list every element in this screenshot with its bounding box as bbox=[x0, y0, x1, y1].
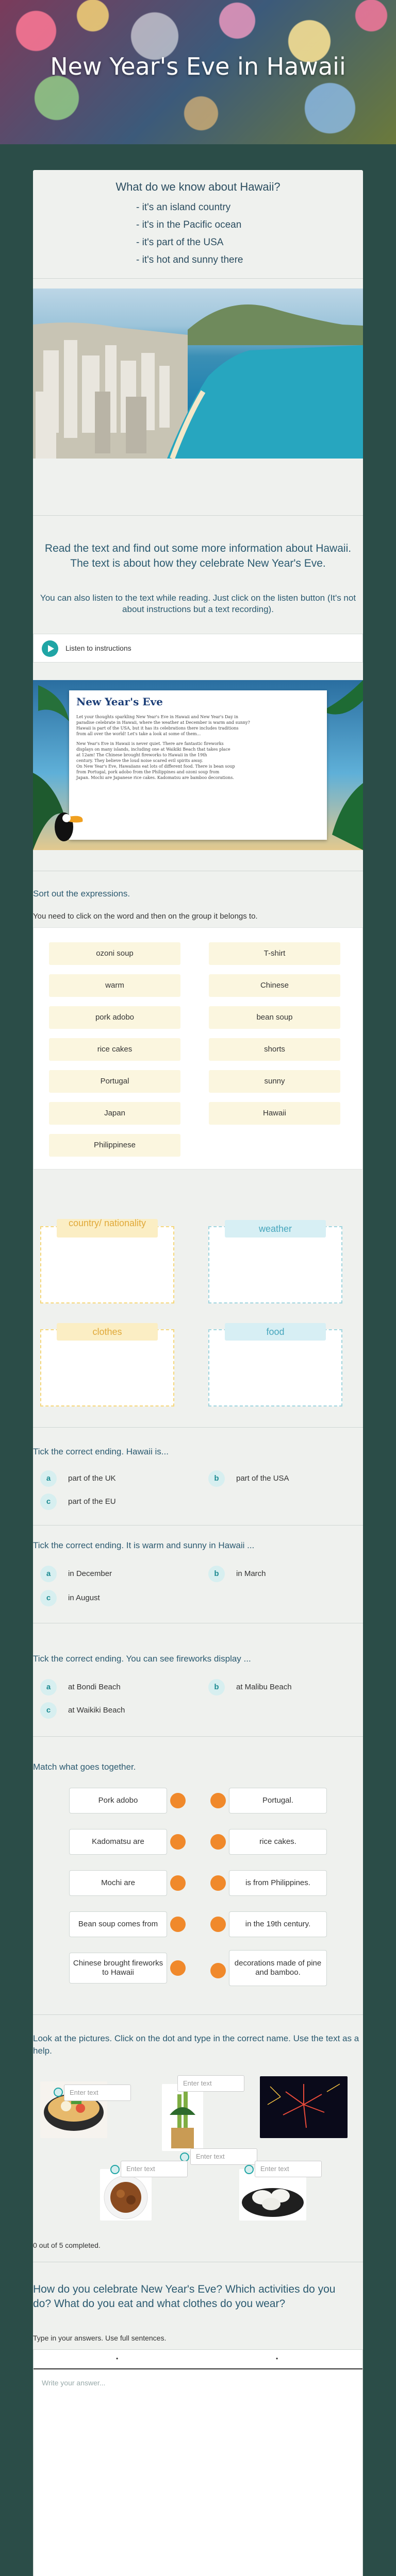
match-right[interactable]: Portugal. bbox=[229, 1788, 327, 1814]
option-text: part of the UK bbox=[68, 1474, 116, 1483]
story-line: at 12am! The Chinese brought fireworks to Hawaii in the 19th bbox=[76, 753, 207, 757]
fact-item: - it's an island country bbox=[136, 202, 231, 213]
textarea-placeholder: Write your answer... bbox=[42, 2379, 106, 2387]
option-text: part of the EU bbox=[68, 1497, 116, 1506]
match-right[interactable]: rice cakes. bbox=[229, 1829, 327, 1855]
match-left[interactable]: Mochi are bbox=[69, 1870, 167, 1896]
story-line: Let your thoughts sparkling New Year's Eve in Hawaii and New Year's Day in bbox=[76, 715, 238, 719]
match-dot[interactable] bbox=[170, 1793, 186, 1808]
final-hint: Type in your answers. Use full sentences. bbox=[33, 2334, 167, 2342]
match-dot[interactable] bbox=[170, 1834, 186, 1850]
reading-instruction: Read the text and find out some more information about Hawaii. The text is about how they celebrate New Year's Eve. bbox=[44, 543, 352, 569]
option-letter: a bbox=[40, 1470, 57, 1487]
group-country[interactable] bbox=[40, 1218, 174, 1303]
sort-chip[interactable]: Portugal bbox=[49, 1070, 180, 1093]
option-letter: a bbox=[40, 1679, 57, 1696]
fact-item: - it's hot and sunny there bbox=[136, 255, 243, 265]
q3-title: Tick the correct ending. You can see fireworks display ... bbox=[33, 1654, 251, 1664]
option-text: in March bbox=[236, 1569, 266, 1578]
header-banner bbox=[0, 0, 396, 144]
match-dot[interactable] bbox=[170, 1960, 186, 1976]
toucan-icon bbox=[48, 799, 85, 845]
divider bbox=[33, 515, 363, 516]
editor-toolbar bbox=[34, 2350, 362, 2369]
option-letter: b bbox=[208, 1566, 225, 1582]
play-icon[interactable] bbox=[42, 640, 58, 657]
intro-question: What do we know about Hawaii? bbox=[116, 180, 280, 193]
group-label: country/ nationality bbox=[57, 1219, 158, 1238]
story-page bbox=[69, 690, 327, 840]
match-dot[interactable] bbox=[170, 1875, 186, 1891]
divider bbox=[33, 1427, 363, 1428]
sort-chip[interactable]: Hawaii bbox=[209, 1102, 340, 1125]
sort-chip[interactable]: Chinese bbox=[209, 974, 340, 997]
group-clothes[interactable] bbox=[40, 1329, 174, 1406]
story-line: from all over the world! Let's take a look at some of them... bbox=[76, 732, 201, 736]
match-dot[interactable] bbox=[210, 1875, 226, 1891]
sort-chip[interactable]: Philippinese bbox=[49, 1134, 180, 1157]
option-text: part of the USA bbox=[236, 1474, 289, 1483]
story-line: paradise celebrate in Hawaii, where the weather at December is warm and sunny? bbox=[76, 720, 250, 725]
match-dot[interactable] bbox=[210, 1834, 226, 1850]
sort-chip[interactable]: T-shirt bbox=[209, 942, 340, 965]
answer-input[interactable]: Enter text bbox=[255, 2161, 322, 2177]
listen-hint: You can also listen to the text while reading. Just click on the listen button (It's not about instructions but a text recording). bbox=[40, 593, 356, 614]
option-text: in December bbox=[68, 1569, 112, 1578]
group-label: weather bbox=[225, 1220, 326, 1238]
match-right[interactable]: decorations made of pine and bamboo. bbox=[229, 1950, 327, 1986]
answer-input[interactable]: Enter text bbox=[190, 2148, 257, 2165]
option-letter: a bbox=[40, 1566, 57, 1582]
audio-label: Listen to instructions bbox=[65, 644, 131, 652]
page-title: New Year's Eve in Hawaii bbox=[50, 53, 346, 80]
sort-title: Sort out the expressions. bbox=[33, 889, 130, 899]
fact-item: - it's in the Pacific ocean bbox=[136, 219, 242, 230]
story-line: On New Year's Eve, Hawaiians eat lots of different food. There is bean soup bbox=[76, 764, 235, 769]
sort-items-box bbox=[33, 927, 363, 1170]
match-title: Match what goes together. bbox=[33, 1762, 136, 1772]
story-line: New Year's Eve in Hawaii is never quiet. There are fantastic fireworks bbox=[76, 741, 224, 746]
worksheet-card bbox=[33, 170, 363, 2576]
match-right[interactable]: in the 19th century. bbox=[229, 1911, 327, 1937]
score-text: 0 out of 5 completed. bbox=[33, 2241, 101, 2249]
kadomatsu-image bbox=[162, 2084, 203, 2151]
q1-title: Tick the correct ending. Hawaii is... bbox=[33, 1447, 169, 1456]
answer-input[interactable]: Enter text bbox=[64, 2084, 131, 2101]
answer-input[interactable]: Enter text bbox=[121, 2161, 188, 2177]
story-line: century. They believe the loud noise scared evil spirits away. bbox=[76, 758, 203, 763]
option-letter: b bbox=[208, 1679, 225, 1696]
match-right[interactable]: is from Philippines. bbox=[229, 1870, 327, 1896]
pictures-title: Look at the pictures. Click on the dot and type in the correct name. Use the text as a help. bbox=[33, 2033, 359, 2056]
final-question: How do you celebrate New Year's Eve? Which activities do you do? What do you eat and what clothes do you wear? bbox=[33, 2283, 336, 2310]
option-text: in August bbox=[68, 1594, 100, 1602]
sort-chip[interactable]: shorts bbox=[209, 1038, 340, 1061]
audio-player[interactable] bbox=[33, 634, 363, 663]
story-line: from Portugal, pork adobo from the Philippines and ozoni soup from bbox=[76, 770, 220, 774]
option-text: at Malibu Beach bbox=[236, 1683, 292, 1691]
group-weather[interactable] bbox=[208, 1226, 342, 1303]
honolulu-photo bbox=[33, 289, 363, 459]
option-text: at Bondi Beach bbox=[68, 1683, 121, 1691]
match-dot[interactable] bbox=[170, 1917, 186, 1932]
answer-input[interactable]: Enter text bbox=[177, 2075, 244, 2092]
fact-item: - it's part of the USA bbox=[136, 237, 224, 248]
group-food[interactable] bbox=[208, 1329, 342, 1406]
input-dot[interactable] bbox=[244, 2165, 254, 2174]
input-dot[interactable] bbox=[110, 2165, 120, 2174]
divider bbox=[33, 2014, 363, 2015]
divider bbox=[33, 1736, 363, 1737]
sort-chip[interactable]: bean soup bbox=[209, 1006, 340, 1029]
sort-chip[interactable]: rice cakes bbox=[49, 1038, 180, 1061]
match-dot[interactable] bbox=[210, 1793, 226, 1808]
fireworks-image bbox=[260, 2076, 348, 2138]
story-line: Hawaii is part of the USA, but it has its celebrations there includes traditions bbox=[76, 726, 239, 731]
option-letter: c bbox=[40, 1590, 57, 1606]
facts-list bbox=[136, 199, 342, 269]
sort-chip[interactable]: ozoni soup bbox=[49, 942, 180, 965]
toolbar-bullet-icon[interactable]: • bbox=[116, 2355, 119, 2362]
answer-textarea[interactable] bbox=[33, 2349, 363, 2576]
sort-chip[interactable]: pork adobo bbox=[49, 1006, 180, 1029]
q2-title: Tick the correct ending. It is warm and sunny in Hawaii ... bbox=[33, 1540, 255, 1550]
story-line: Japan. Mochi are Japanese rice cakes. Kadomatsu are bamboo decorations. bbox=[76, 775, 234, 780]
sort-chip[interactable]: Japan bbox=[49, 1102, 180, 1125]
option-letter: c bbox=[40, 1702, 57, 1719]
sort-instruction: You need to click on the word and then on the group it belongs to. bbox=[33, 912, 258, 921]
story-line: displays on many islands, including one at Waikiki Beach that takes place bbox=[76, 747, 230, 752]
sort-chip[interactable]: warm bbox=[49, 974, 180, 997]
match-dot[interactable] bbox=[210, 1917, 226, 1932]
option-text: at Waikiki Beach bbox=[68, 1706, 125, 1715]
match-left[interactable]: Pork adobo bbox=[69, 1788, 167, 1814]
divider bbox=[33, 1525, 363, 1526]
divider bbox=[33, 278, 363, 279]
group-label: clothes bbox=[57, 1323, 158, 1341]
story-text bbox=[76, 714, 319, 781]
sort-chip[interactable]: sunny bbox=[209, 1070, 340, 1093]
toolbar-dot-icon[interactable]: • bbox=[276, 2355, 278, 2362]
input-dot[interactable] bbox=[54, 2088, 63, 2097]
match-left[interactable]: Chinese brought fireworks to Hawaii bbox=[69, 1953, 167, 1984]
match-left[interactable]: Kadomatsu are bbox=[69, 1829, 167, 1855]
story-book bbox=[33, 680, 363, 850]
option-letter: c bbox=[40, 1494, 57, 1510]
option-letter: b bbox=[208, 1470, 225, 1487]
story-title: New Year's Eve bbox=[76, 696, 163, 708]
group-label: food bbox=[225, 1323, 326, 1341]
match-dot[interactable] bbox=[210, 1963, 226, 1978]
match-left[interactable]: Bean soup comes from bbox=[69, 1911, 167, 1937]
